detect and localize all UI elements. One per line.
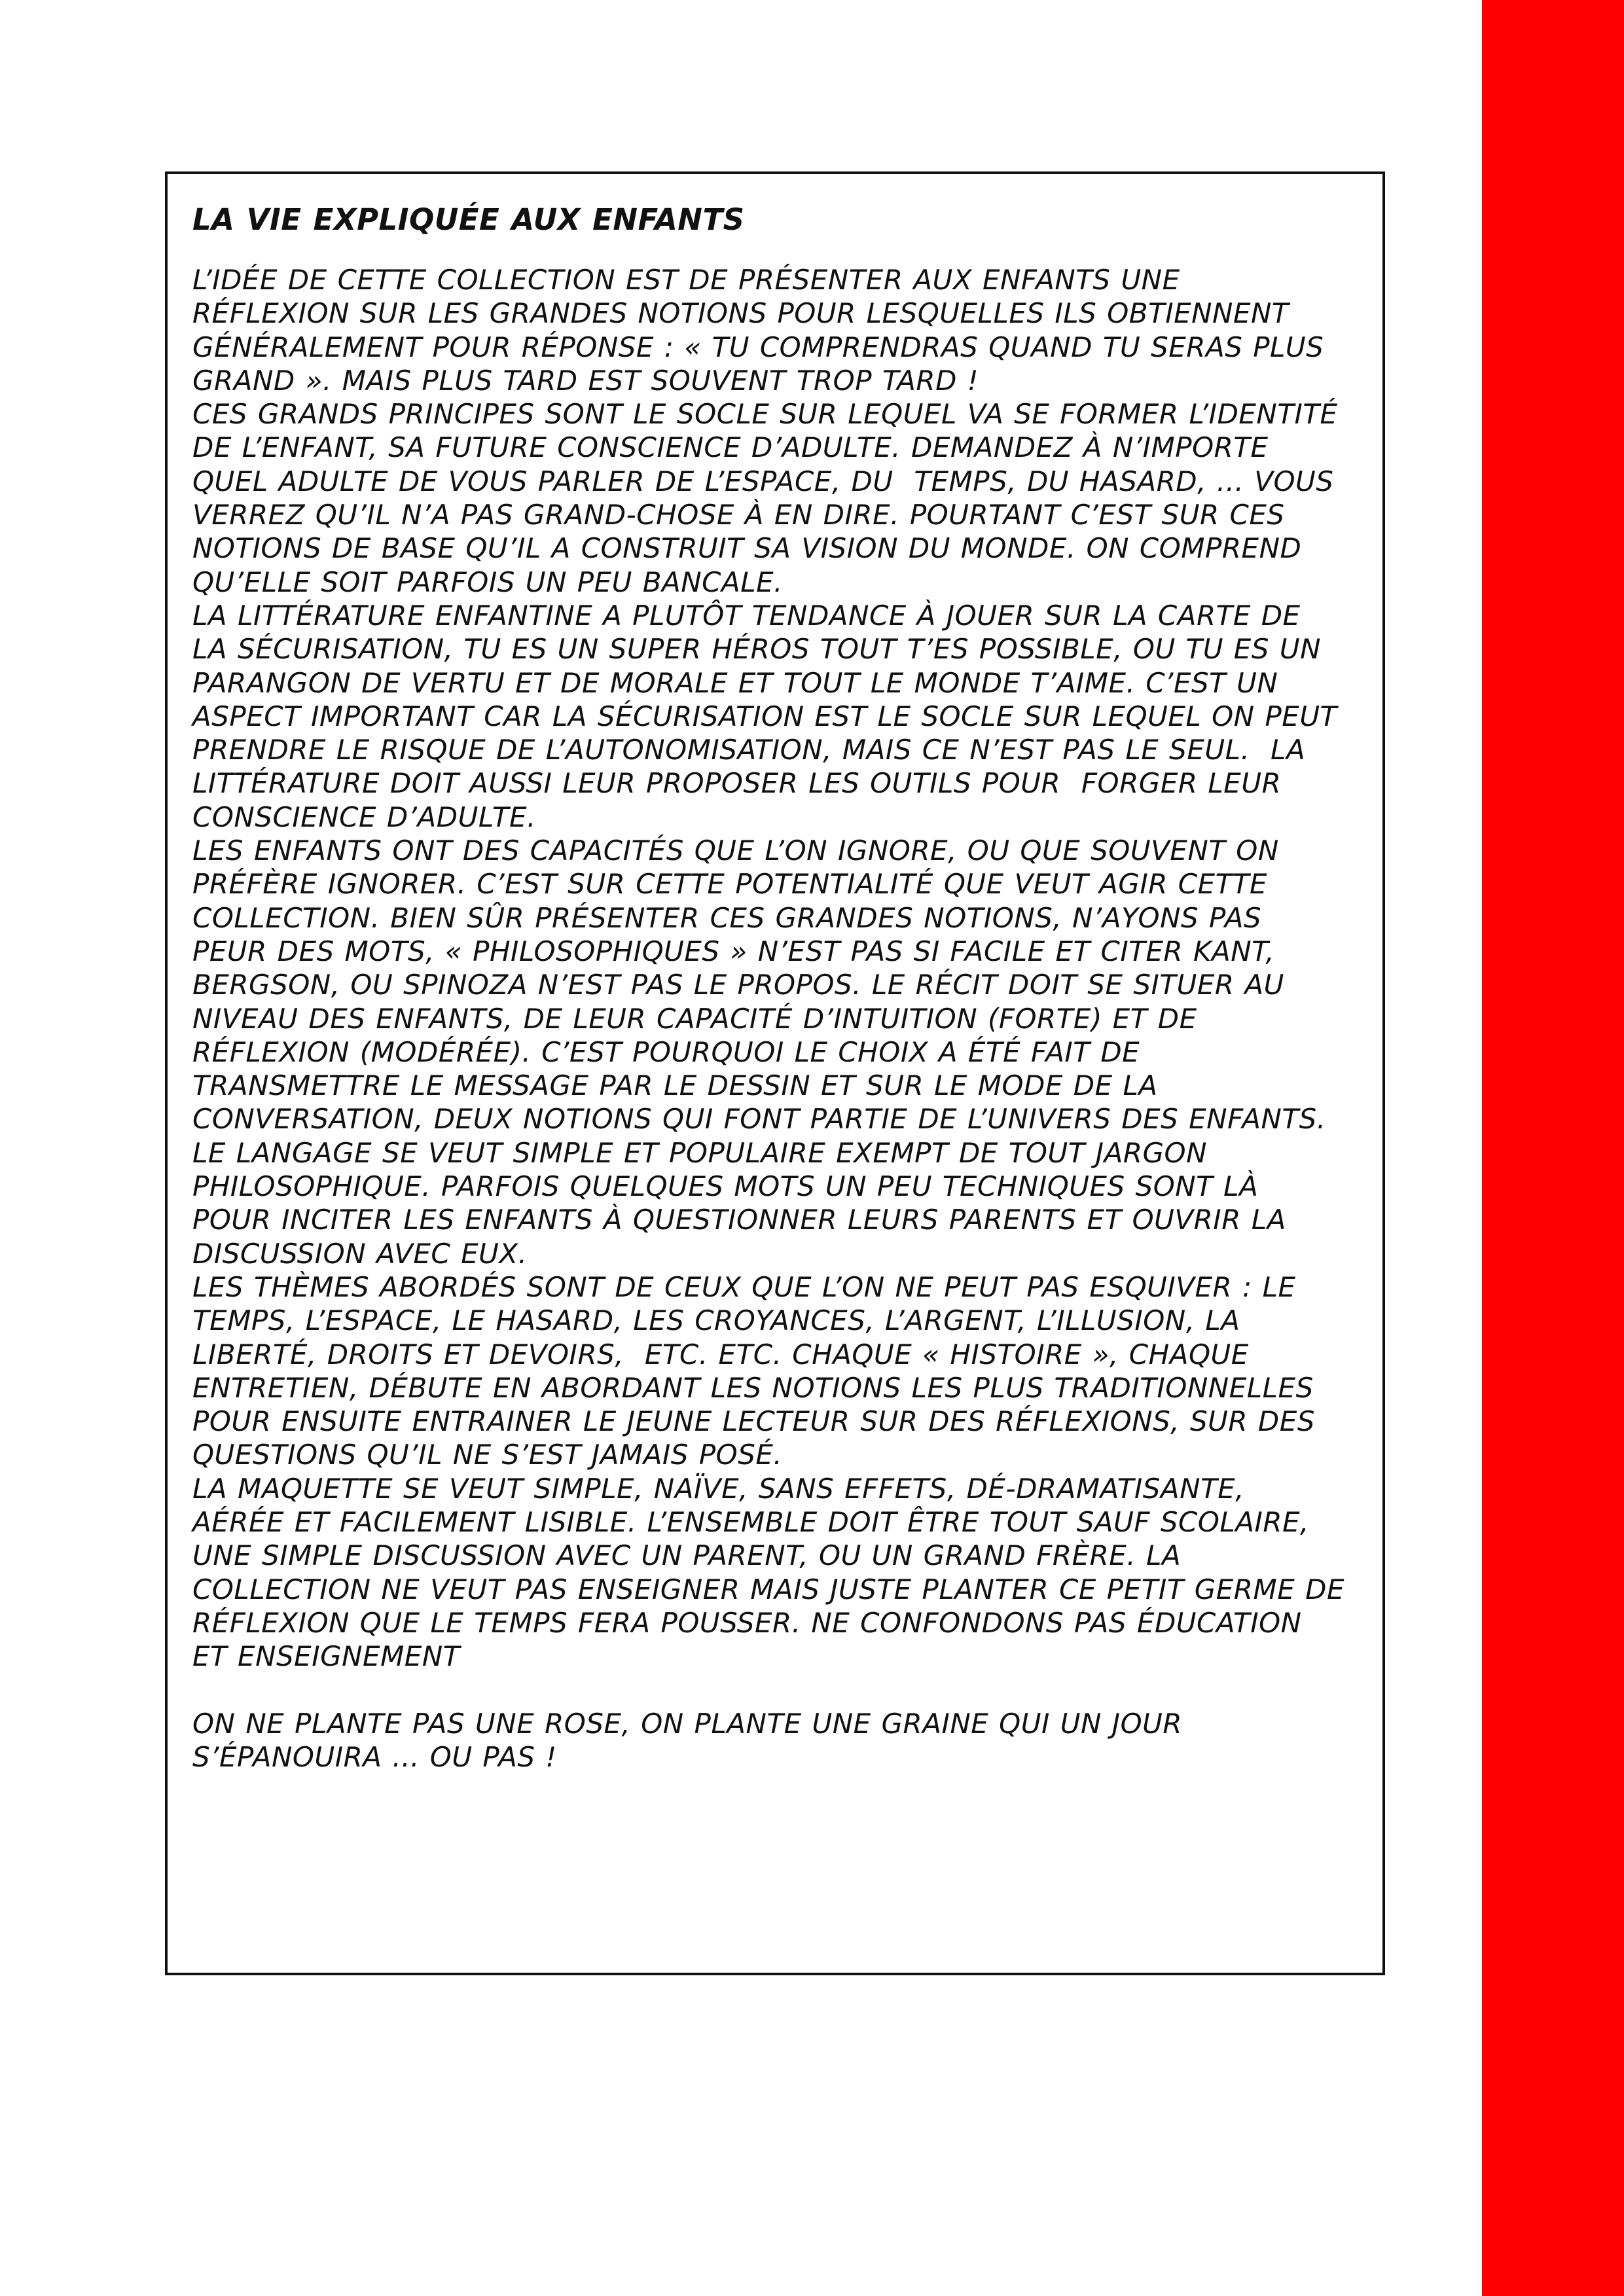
text-frame [165, 171, 1385, 1975]
paragraph-1: L’IDÉE DE CETTE COLLECTION EST DE PRÉSENTER AUX ENFANTS UNE RÉFLEXION SUR LES GRANDES NOTIONS POUR LESQUELLES ILS OBTIENNENT GÉNÉRALEMENT POUR RÉPONSE : « TU COMPRENDRAS QUAND TU SERAS PLUS GRAND ». MAIS PLUS TARD EST SOUVENT TROP TARD ! [192, 264, 1335, 397]
paragraph-5: LES THÈMES ABORDÉS SONT DE CEUX QUE L’ON NE PEUT PAS ESQUIVER : LE TEMPS, L’ESPACE, LE HASARD, LES CROYANCES, L’ARGENT, L’ILLUSION, LA LIBERTÉ, DROITS ET DEVOIRS, ETC. ETC. CHAQUE « HISTOIRE », CHAQUE ENTRETIEN, DÉBUTE EN ABORDANT LES NOTIONS LES PLUS TRADITIONNELLES POUR ENSUITE ENTRAINER LE JEUNE LECTEUR SUR DES RÉFLEXIONS, SUR DES QUESTIONS QU’IL NE S’EST JAMAIS POSÉ. [192, 1270, 1326, 1471]
document-title: LA VIE EXPLIQUÉE AUX ENFANTS [192, 202, 745, 237]
closing-line: ON NE PLANTE PAS UNE ROSE, ON PLANTE UNE GRAINE QUI UN JOUR S’ÉPANOUIRA ... OU PAS ! [192, 1707, 1193, 1774]
paragraph-2: CES GRANDS PRINCIPES SONT LE SOCLE SUR LEQUEL VA SE FORMER L’IDENTITÉ DE L’ENFANT, SA FUTURE CONSCIENCE D’ADULTE. DEMANDEZ À N’IMPORTE QUEL ADULTE DE VOUS PARLER DE L’ESPACE, DU TEMPS, DU HASARD, ... VOUS VERREZ QU’IL N’A PAS GRAND-CHOSE À EN DIRE. POURTANT C’EST SUR CES NOTIONS DE BASE QU’IL A CONSTRUIT SA VISION DU MONDE. ON COMPREND QU’ELLE SOIT PARFOIS UN PEU BANCALE. [192, 398, 1348, 598]
paragraph-6: LA MAQUETTE SE VEUT SIMPLE, NAÏVE, SANS EFFETS, DÉ-DRAMATISANTE, AÉRÉE ET FACILEMENT LISIBLE. L’ENSEMBLE DOIT ÊTRE TOUT SAUF SCOLAIRE, UNE SIMPLE DISCUSSION AVEC UN PARENT, OU UN GRAND FRÈRE. LA COLLECTION NE VEUT PAS ENSEIGNER MAIS JUSTE PLANTER CE PETIT GERME DE RÉFLEXION QUE LE TEMPS FERA POUSSER. NE CONFONDONS PAS ÉDUCATION ET ENSEIGNEMENT [192, 1472, 1355, 1673]
red-side-band [1482, 0, 1624, 2296]
paragraph-4: LES ENFANTS ONT DES CAPACITÉS QUE L’ON IGNORE, OU QUE SOUVENT ON PRÉFÈRE IGNORER. C’EST SUR CETTE POTENTIALITÉ QUE VEUT AGIR CETTE COLLECTION. BIEN SÛR PRÉSENTER CES GRANDES NOTIONS, N’AYONS PAS PEUR DES MOTS, « PHILOSOPHIQUES » N’EST PAS SI FACILE ET CITER KANT, BERGSON, OU SPINOZA N’EST PAS LE PROPOS. LE RÉCIT DOIT SE SITUER AU NIVEAU DES ENFANTS, DE LEUR CAPACITÉ D’INTUITION (FORTE) ET DE RÉFLEXION (MODÉRÉE). C’EST POURQUOI LE CHOIX A ÉTÉ FAIT DE TRANSMETTRE LE MESSAGE PAR LE DESSIN ET SUR LE MODE DE LA CONVERSATION, DEUX NOTIONS QUI FONT PARTIE DE L’UNIVERS DES ENFANTS. LE LANGAGE SE VEUT SIMPLE ET POPULAIRE EXEMPT DE TOUT JARGON PHILOSOPHIQUE. PARFOIS QUELQUES MOTS UN PEU TECHNIQUES SONT LÀ POUR INCITER LES ENFANTS À QUESTIONNER LEURS PARENTS ET OUVRIR LA DISCUSSION AVEC EUX. [192, 834, 1337, 1270]
paragraph-3: LA LITTÉRATURE ENFANTINE A PLUTÔT TENDANCE À JOUER SUR LA CARTE DE LA SÉCURISATION, TU ES UN SUPER HÉROS TOUT T’ES POSSIBLE, OU TU ES UN PARANGON DE VERTU ET DE MORALE ET TOUT LE MONDE T’AIME. C’EST UN ASPECT IMPORTANT CAR LA SÉCURISATION EST LE SOCLE SUR LEQUEL ON PEUT PRENDRE LE RISQUE DE L’AUTONOMISATION, MAIS CE N’EST PAS LE SEUL. LA LITTÉRATURE DOIT AUSSI LEUR PROPOSER LES OUTILS POUR FORGER LEUR CONSCIENCE D’ADULTE. [192, 599, 1348, 833]
blank-line [192, 1673, 1344, 1706]
text-content [192, 200, 1355, 1774]
